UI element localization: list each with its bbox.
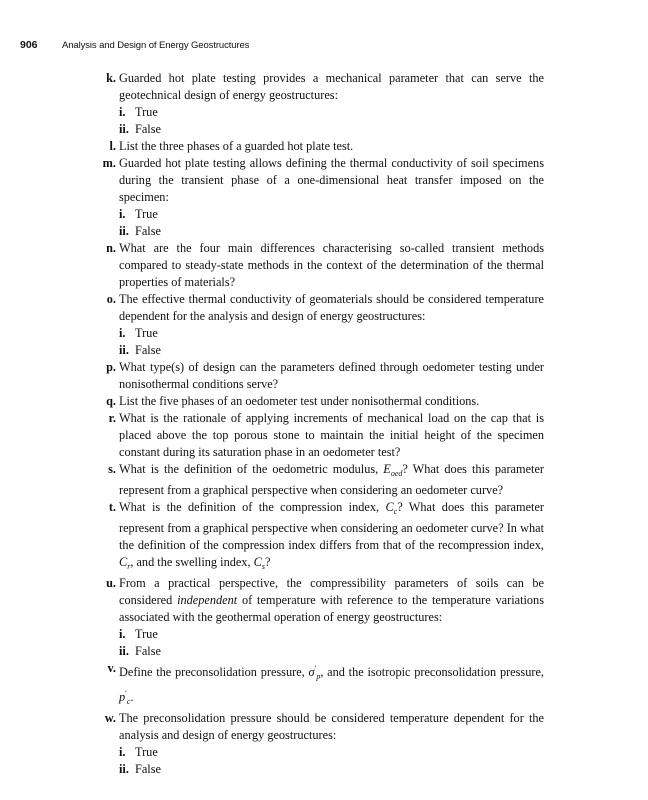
option-text: True [135, 745, 158, 759]
question-s [92, 461, 544, 499]
question-label: v. [107, 661, 116, 675]
option-true [92, 206, 544, 223]
option-false [92, 121, 544, 138]
question-o [92, 291, 544, 325]
question-label: u. [106, 576, 116, 590]
option-true [92, 104, 544, 121]
page-header [20, 39, 249, 55]
question-r [92, 410, 544, 461]
question-w [92, 710, 544, 744]
option-false [92, 761, 544, 778]
text-segment: ? What does this parameter represent from a graphical perspective when considering an oedometer curve? [119, 462, 545, 497]
option-false [92, 342, 544, 359]
question-text: The effective thermal conductivity of geomaterials should be considered temperature dependent for the analysis and design of energy geostructures: [119, 292, 544, 323]
option-label: i. [119, 105, 126, 119]
question-text: Guarded hot plate testing allows defining the thermal conductivity of soil specimens during the transient phase of a one-dimensional heat transfer imposed on the specimen: [119, 156, 544, 204]
text-segment: , and the swelling index, [130, 555, 254, 569]
option-text: False [135, 343, 161, 357]
option-true [92, 626, 544, 643]
preconsolidation-pressure-symbol: σ [308, 665, 315, 679]
question-text: What is the rationale of applying increments of mechanical load on the cap that is placed above the top porous stone to maintain the initial height of the specimen constant during its saturation phase in an oedometer test? [119, 411, 544, 459]
question-text: Guarded hot plate testing provides a mechanical parameter that can serve the geotechnical design of energy geostructures: [119, 71, 544, 102]
option-text: False [135, 644, 161, 658]
option-label: i. [119, 207, 126, 221]
text-segment: , and the isotropic preconsolidation pressure, [320, 665, 544, 679]
text-segment: From a practical perspective, the compressibility parameters of soils can be considered [119, 576, 544, 607]
option-label: ii. [119, 343, 129, 357]
compression-index-symbol: C [385, 500, 394, 514]
oedometric-modulus-symbol: E [383, 462, 391, 476]
option-false [92, 223, 544, 240]
text-segment: What is the definition of the compression index, [119, 500, 386, 514]
subscript: c [126, 697, 131, 706]
question-label: o. [106, 292, 116, 306]
isotropic-preconsolidation-symbol: p [119, 690, 126, 704]
option-false [92, 643, 544, 660]
question-list [92, 70, 544, 778]
question-label: k. [106, 71, 116, 85]
question-text: The preconsolidation pressure should be considered temperature dependent for the analysis and design of energy geostructures: [119, 711, 544, 742]
swelling-index-symbol: C [253, 555, 262, 569]
question-m [92, 155, 544, 206]
prime-mark: ′ [125, 689, 127, 698]
subscript: s [261, 562, 265, 571]
subscript: c [393, 507, 398, 516]
option-text: False [135, 762, 161, 776]
option-text: True [135, 105, 158, 119]
text-segment: . [130, 690, 134, 704]
question-label: t. [108, 500, 116, 514]
recompression-index-symbol: C [119, 555, 128, 569]
option-true [92, 744, 544, 761]
option-text: True [135, 627, 158, 641]
question-k [92, 70, 544, 104]
option-label: i. [119, 745, 126, 759]
question-t [92, 499, 544, 575]
running-title: Analysis and Design of Energy Geostructures [62, 40, 250, 51]
question-u [92, 575, 544, 626]
question-text: List the three phases of a guarded hot plate test. [119, 139, 354, 153]
option-true [92, 325, 544, 342]
text-segment: What is the definition of the oedometric modulus, [119, 462, 384, 476]
option-label: ii. [119, 122, 129, 136]
page-number: 906 [20, 39, 38, 51]
question-label: s. [108, 462, 116, 476]
text-segment: Define the preconsolidation pressure, [119, 665, 309, 679]
text-segment: ? What does this parameter represent from a graphical perspective when considering an oedometer curve? In what the definition of the compression index differs from that of the recompression index, [119, 500, 545, 552]
question-label: q. [106, 394, 116, 408]
question-text [119, 461, 544, 499]
option-text: True [135, 207, 158, 221]
question-l [92, 138, 544, 155]
text-segment: of temperature with reference to the temperature variations associated with the geothermal operation of energy geostructures: [119, 593, 544, 624]
question-text: What are the four main differences characterising so-called transient methods compared to steady-state methods in the context of the determination of the thermal properties of materials? [119, 241, 544, 289]
question-label: w. [104, 711, 116, 725]
question-text [119, 660, 544, 710]
option-label: ii. [119, 644, 129, 658]
question-label: l. [109, 139, 116, 153]
question-v [92, 660, 544, 710]
option-text: False [135, 224, 161, 238]
question-text [119, 575, 544, 626]
option-label: i. [119, 627, 126, 641]
option-text: True [135, 326, 158, 340]
question-label: r. [108, 411, 116, 425]
question-text: List the five phases of an oedometer test under nonisothermal conditions. [119, 394, 480, 408]
option-label: ii. [119, 762, 129, 776]
question-p [92, 359, 544, 393]
question-q [92, 393, 544, 410]
question-text: What type(s) of design can the parameters defined through oedometer testing under nonisothermal conditions serve? [119, 360, 544, 391]
prime-mark: ′ [314, 664, 317, 673]
text-segment: ? [264, 555, 271, 569]
question-label: p. [106, 360, 116, 374]
option-label: ii. [119, 224, 129, 238]
question-text [119, 499, 544, 575]
subscript: r [127, 562, 131, 571]
emphasis-text: independent [177, 593, 238, 607]
question-n [92, 240, 544, 291]
question-label: n. [106, 241, 116, 255]
option-text: False [135, 122, 161, 136]
question-label: m. [102, 156, 116, 170]
subscript: oed [390, 469, 403, 478]
subscript: p [316, 672, 321, 681]
option-label: i. [119, 326, 126, 340]
